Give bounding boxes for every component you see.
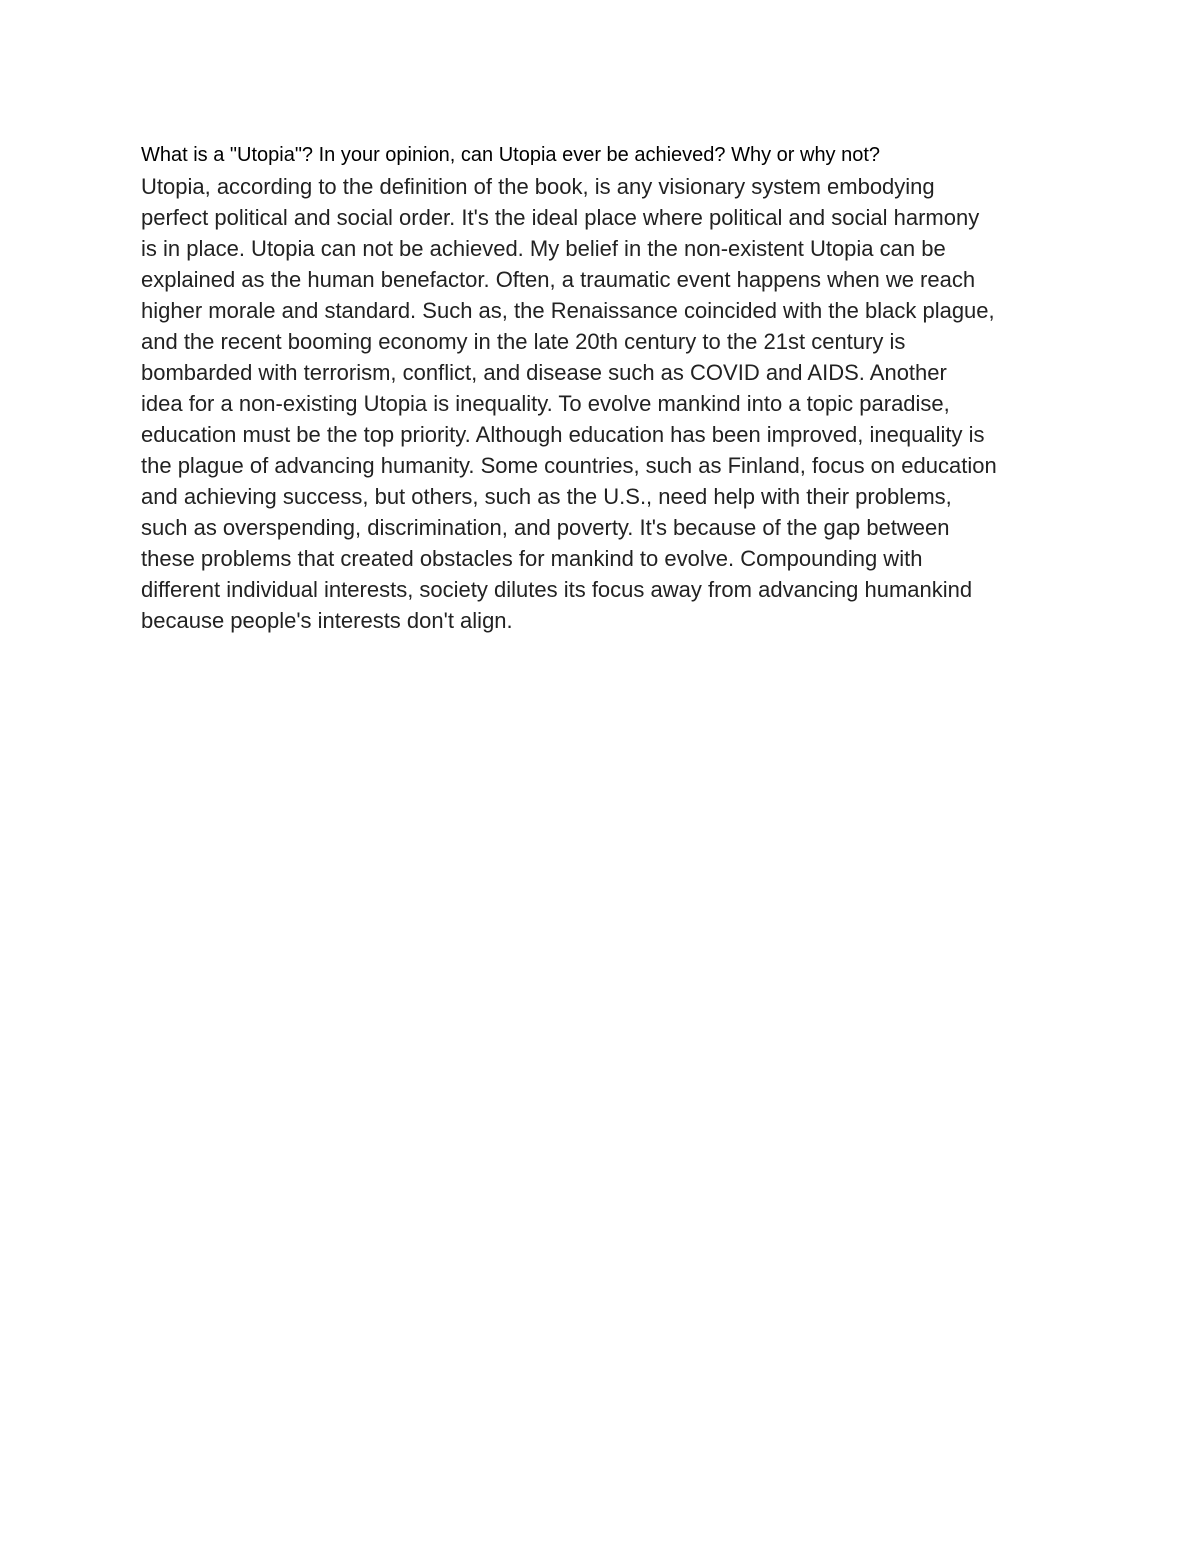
answer-line: such as overspending, discrimination, and poverty. It's because of the gap between [141,515,950,540]
answer-line: higher morale and standard. Such as, the Renaissance coincided with the black plague, [141,298,995,323]
question-text: What is a "Utopia"? In your opinion, can Utopia ever be achieved? Why or why not? [141,144,881,166]
answer-line: and achieving success, but others, such as the U.S., need help with their problems, [141,484,952,509]
answer-line: because people's interests don't align. [141,608,513,633]
answer-line: and the recent booming economy in the late 20th century to the 21st century is [141,329,906,354]
answer-line: explained as the human benefactor. Often, a traumatic event happens when we reach [141,267,976,292]
answer-paragraph [141,171,1071,636]
answer-line: idea for a non-existing Utopia is inequality. To evolve mankind into a topic paradise, [141,391,950,416]
answer-line: the plague of advancing humanity. Some countries, such as Finland, focus on education [141,453,997,478]
answer-line: bombarded with terrorism, conflict, and disease such as COVID and AIDS. Another [141,360,947,385]
answer-line: these problems that created obstacles for mankind to evolve. Compounding with [141,546,923,571]
answer-line: perfect political and social order. It's the ideal place where political and social harmony [141,205,980,230]
answer-line: Utopia, according to the definition of the book, is any visionary system embodying [141,174,935,199]
answer-line: education must be the top priority. Although education has been improved, inequality is [141,422,985,447]
document-body [141,140,1071,636]
answer-line: is in place. Utopia can not be achieved. My belief in the non-existent Utopia can be [141,236,946,261]
answer-line: different individual interests, society dilutes its focus away from advancing humankind [141,577,973,602]
